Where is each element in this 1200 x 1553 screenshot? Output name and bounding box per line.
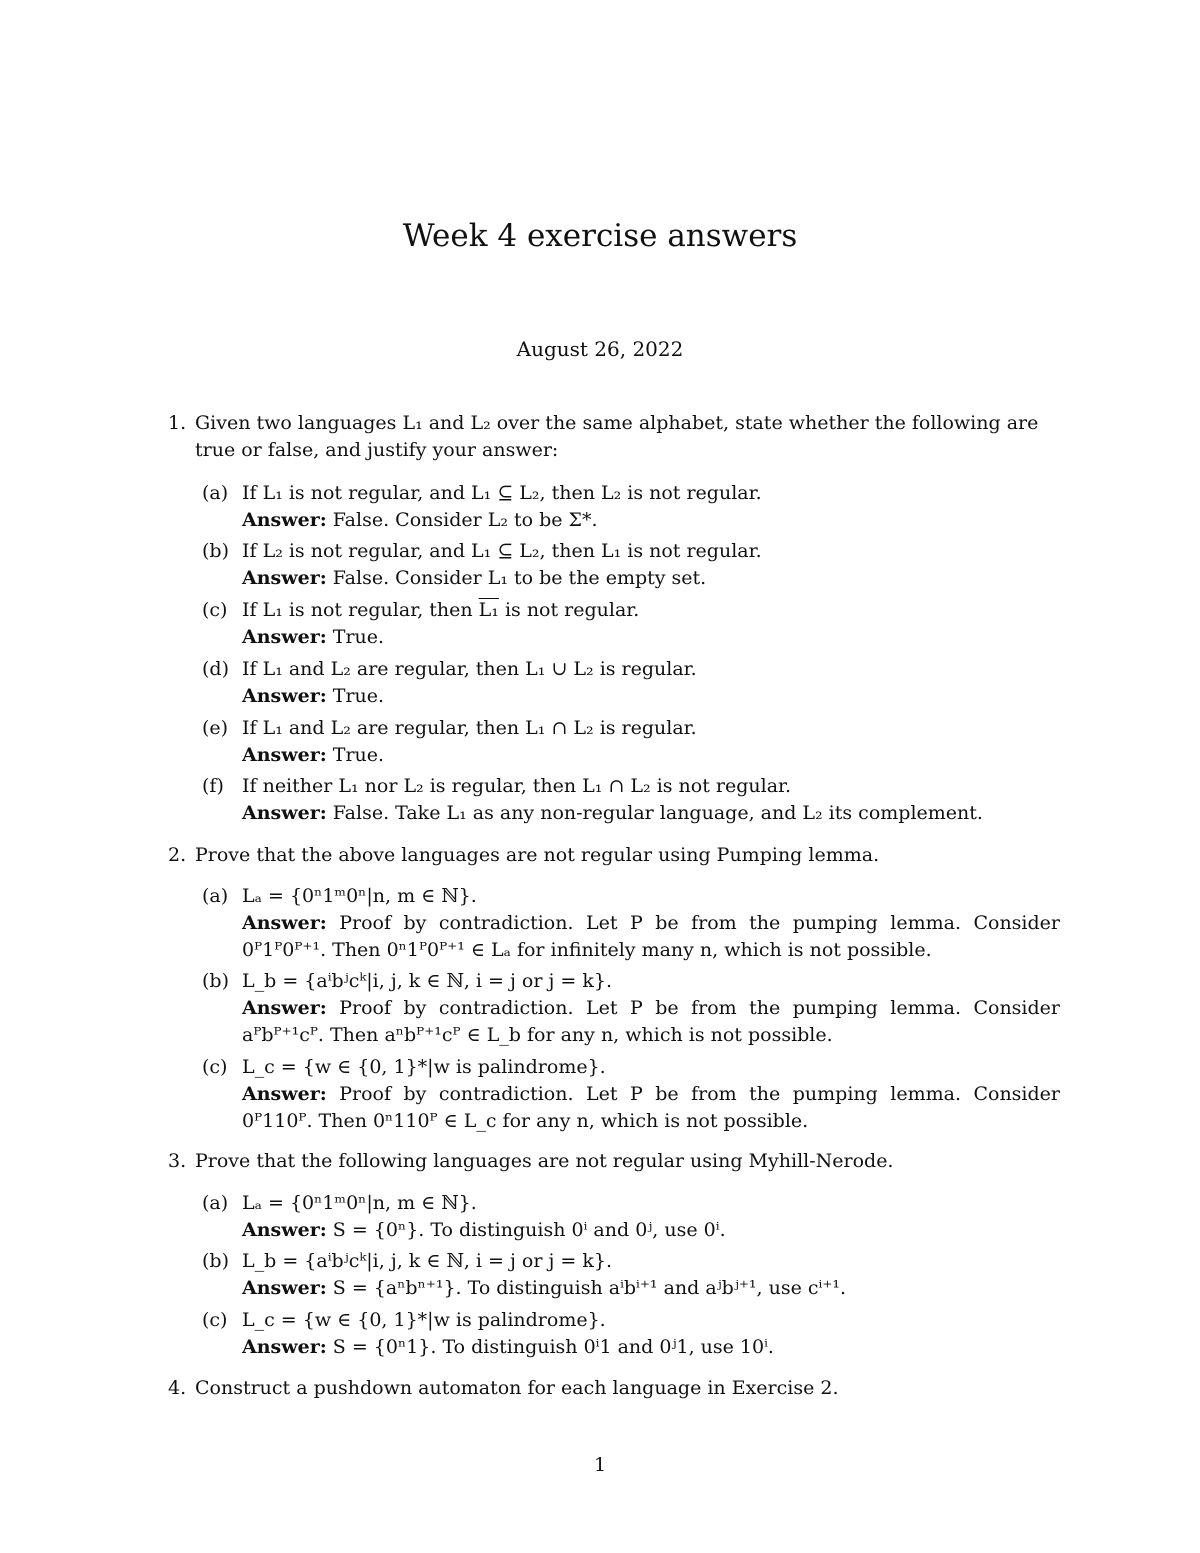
item-statement: If L₁ and L₂ are regular, then L₁ ∩ L₂ is regular. xyxy=(242,717,697,739)
item-statement: If neither L₁ nor L₂ is regular, then L₁ ∩ L₂ is not regular. xyxy=(242,775,792,797)
answer-text: S = {0ⁿ}. To distinguish 0ⁱ and 0ʲ, use 0ⁱ. xyxy=(332,1219,726,1241)
answer-text: False. Take L₁ as any non-regular language, and L₂ its complement. xyxy=(332,802,983,824)
question-text: Given two languages L₁ and L₂ over the same alphabet, state whether the following are true or false, and justify your answer: xyxy=(195,412,1039,461)
item-answer xyxy=(242,1334,1060,1361)
item-answer xyxy=(242,910,1060,964)
answer-text: True. xyxy=(332,744,385,766)
answer-label: Answer: xyxy=(242,1083,327,1105)
question-2 xyxy=(168,842,1060,869)
item-statement: L_c = {w ∈ {0, 1}*|w is palindrome}. xyxy=(242,1056,606,1078)
item-label: (a) xyxy=(202,885,229,907)
complement-overline: L₁ xyxy=(478,599,499,621)
question-number: 1. xyxy=(168,412,187,434)
item-label: (b) xyxy=(202,970,229,992)
q1-item-d xyxy=(202,656,1060,710)
item-answer xyxy=(242,1275,1060,1302)
item-label: (b) xyxy=(202,540,229,562)
q2-item-c xyxy=(202,1054,1060,1135)
question-4 xyxy=(168,1375,1060,1402)
answer-text: False. Consider L₁ to be the empty set. xyxy=(332,567,707,589)
answer-label: Answer: xyxy=(242,744,327,766)
answer-label: Answer: xyxy=(242,1219,327,1241)
item-answer xyxy=(242,1081,1060,1135)
item-statement: Lₐ = {0ⁿ1ᵐ0ⁿ|n, m ∈ ℕ}. xyxy=(242,1192,477,1214)
item-statement: If L₁ and L₂ are regular, then L₁ ∪ L₂ is regular. xyxy=(242,658,697,680)
item-answer xyxy=(242,507,1060,534)
item-answer xyxy=(242,995,1060,1049)
page-number: 1 xyxy=(593,1454,607,1476)
item-statement: L_b = {aⁱbʲcᵏ|i, j, k ∈ ℕ, i = j or j = k}. xyxy=(242,1250,612,1272)
item-answer xyxy=(242,624,1060,651)
question-number: 4. xyxy=(168,1377,187,1399)
answer-label: Answer: xyxy=(242,912,327,934)
item-statement: Lₐ = {0ⁿ1ᵐ0ⁿ|n, m ∈ ℕ}. xyxy=(242,885,477,907)
statement-part: is not regular. xyxy=(498,599,640,621)
question-3 xyxy=(168,1148,1060,1175)
item-label: (b) xyxy=(202,1250,229,1272)
q1-item-a xyxy=(202,480,1060,534)
item-statement: If L₂ is not regular, and L₁ ⊆ L₂, then L₁ is not regular. xyxy=(242,540,762,562)
question-number: 3. xyxy=(168,1150,187,1172)
answer-text: S = {aⁿbⁿ⁺¹}. To distinguish aⁱbⁱ⁺¹ and aʲbʲ⁺¹, use cⁱ⁺¹. xyxy=(332,1277,847,1299)
answer-label: Answer: xyxy=(242,509,327,531)
item-statement: L_c = {w ∈ {0, 1}*|w is palindrome}. xyxy=(242,1309,606,1331)
q2-item-a xyxy=(202,883,1060,964)
statement-part: If L₁ is not regular, then xyxy=(242,599,479,621)
item-answer xyxy=(242,683,1060,710)
document-title: Week 4 exercise answers xyxy=(402,218,798,254)
answer-text: S = {0ⁿ1}. To distinguish 0ⁱ1 and 0ʲ1, use 10ⁱ. xyxy=(332,1336,774,1358)
item-statement: L_b = {aⁱbʲcᵏ|i, j, k ∈ ℕ, i = j or j = k}. xyxy=(242,970,612,992)
item-label: (a) xyxy=(202,482,229,504)
item-label: (d) xyxy=(202,658,229,680)
question-text: Prove that the following languages are not regular using Myhill-Nerode. xyxy=(195,1150,894,1172)
item-label: (c) xyxy=(202,599,228,621)
item-answer xyxy=(242,565,1060,592)
q1-item-c xyxy=(202,597,1060,651)
answer-label: Answer: xyxy=(242,997,327,1019)
answer-text: Proof by contradiction. Let P be from the pumping lemma. Consider 0ᴾ1ᴾ0ᴾ⁺¹. Then 0ⁿ1ᴾ0ᴾ⁺¹ ∈ Lₐ for infinitely many n, which is not possible. xyxy=(242,912,1060,961)
answer-label: Answer: xyxy=(242,567,327,589)
item-answer xyxy=(242,800,1060,827)
item-label: (a) xyxy=(202,1192,229,1214)
item-statement xyxy=(242,597,1060,624)
q2-item-b xyxy=(202,968,1060,1049)
answer-text: Proof by contradiction. Let P be from the pumping lemma. Consider aᴾbᴾ⁺¹cᴾ. Then aⁿbᴾ⁺¹cᴾ ∈ L_b for any n, which is not possible. xyxy=(242,997,1060,1046)
answer-text: True. xyxy=(332,685,385,707)
item-answer xyxy=(242,742,1060,769)
q3-item-c xyxy=(202,1307,1060,1361)
question-number: 2. xyxy=(168,844,187,866)
question-text: Prove that the above languages are not regular using Pumping lemma. xyxy=(195,844,880,866)
document-date: August 26, 2022 xyxy=(516,337,684,361)
item-answer xyxy=(242,1217,1060,1244)
question-1 xyxy=(168,410,1060,464)
item-statement: If L₁ is not regular, and L₁ ⊆ L₂, then L₂ is not regular. xyxy=(242,482,762,504)
answer-text: Proof by contradiction. Let P be from the pumping lemma. Consider 0ᴾ110ᴾ. Then 0ⁿ110ᴾ ∈ L_c for any n, which is not possible. xyxy=(242,1083,1060,1132)
item-label: (c) xyxy=(202,1056,228,1078)
q1-item-b xyxy=(202,538,1060,592)
q1-item-f xyxy=(202,773,1060,827)
answer-text: False. Consider L₂ to be Σ*. xyxy=(332,509,598,531)
answer-text: True. xyxy=(332,626,385,648)
item-label: (e) xyxy=(202,717,229,739)
answer-label: Answer: xyxy=(242,1336,327,1358)
answer-label: Answer: xyxy=(242,626,327,648)
q1-item-e xyxy=(202,715,1060,769)
question-text: Construct a pushdown automaton for each language in Exercise 2. xyxy=(195,1377,839,1399)
answer-label: Answer: xyxy=(242,685,327,707)
answer-label: Answer: xyxy=(242,1277,327,1299)
item-label: (f) xyxy=(202,775,224,797)
q3-item-b xyxy=(202,1248,1060,1302)
item-label: (c) xyxy=(202,1309,228,1331)
q3-item-a xyxy=(202,1190,1060,1244)
answer-label: Answer: xyxy=(242,802,327,824)
